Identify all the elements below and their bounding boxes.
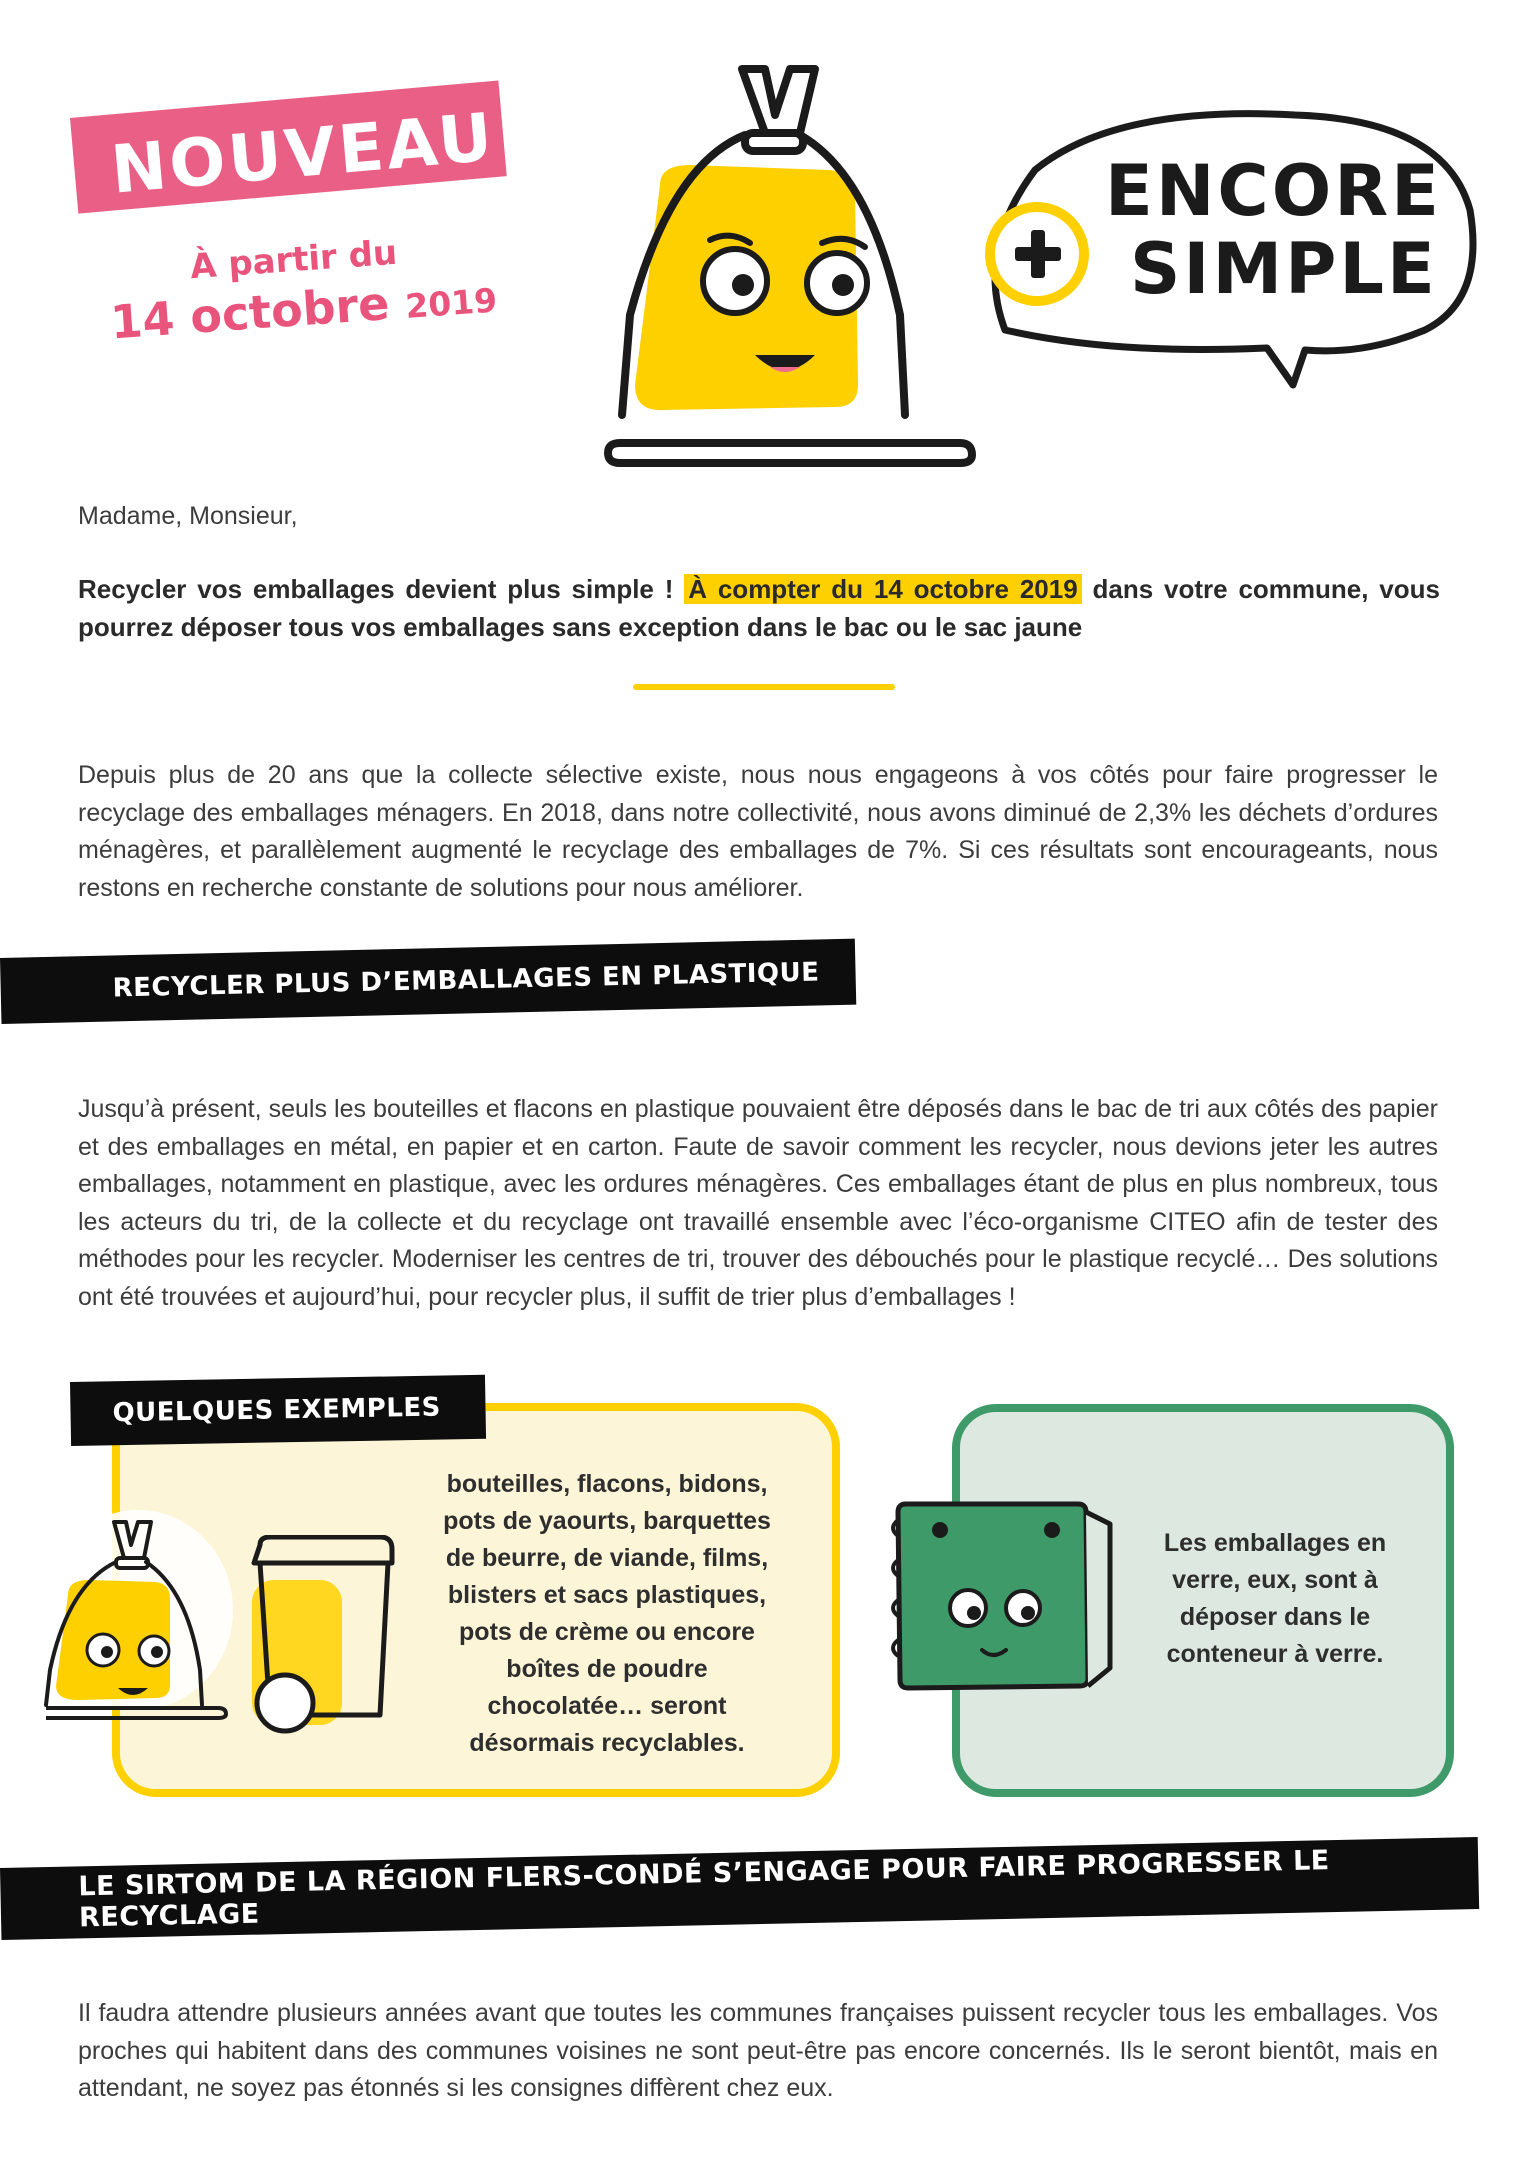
lead-paragraph [78,570,1440,646]
small-bag-mascot-icon [38,1500,238,1720]
yellow-bin-icon [250,1535,400,1735]
examples-title-band [70,1375,486,1446]
glass-container-mascot-icon [888,1500,1128,1700]
lead-highlight: À compter du 14 octobre 2019 [684,574,1081,604]
examples-title-text: QUELQUES EXEMPLES [112,1392,442,1429]
section-title-plastique [0,939,856,1024]
glass-text: Les emballages en verre, eux, sont à déposer dans le conteneur à verre. [1163,1529,1387,1668]
section-title-sirtom [0,1837,1479,1940]
date-prefix: À partir du [188,232,399,288]
slogan-line2: SIMPLE [1130,228,1438,310]
lead-text-end: dans votre commune, vous pourrez déposer tous vos emballages sans exception dans le bac ou le sac jaune [78,574,1440,642]
section-title-sirtom-text: LE SIRTOM DE LA RÉGION FLERS-CONDÉ S’ENGAGE POUR FAIRE PROGRESSER LE RECYCLAGE [78,1845,1330,1934]
yellow-divider [633,684,895,690]
salutation: Madame, Monsieur, [78,502,298,530]
date-day-month: 14 octobre [108,276,391,350]
plastic-examples-text: bouteilles, flacons, bidons, pots de yaourts, barquettes de beurre, de viande, films, blisters et sacs plastiques, pots de crème ou encore boîtes de poudre chocolatée… seront désormais recyclables. [443,1470,771,1757]
date-year: 2019 [404,280,499,326]
slogan-line1: ENCORE [1105,150,1442,232]
sirtom-paragraph: Il faudra attendre plusieurs années avant que toutes les communes françaises puissent recycler tous les emballages. Vos proches qui habitent dans des communes voisines ne sont peut-être pas encore concernés. Ils le seront bientôt, mais en attendant, ne soyez pas étonnés si les consignes diffèrent chez eux. [78,1999,1438,2102]
date-main [109,269,499,350]
intro-paragraph: Depuis plus de 20 ans que la collecte sélective existe, nous nous engageons à vos côtés pour faire progresser le recyclage des emballages ménagers. En 2018, dans notre collectivité, nous avons diminué de 2,3% les déchets d’ordures ménagères, et parallèlement augmenté le recyclage des emballages de 7%. Si ces résultats sont encourageants, nous restons en recherche constante de solutions pour nous améliorer. [78,761,1438,902]
yellow-bag-mascot-icon [600,55,980,475]
section-title-plastique-text: RECYCLER PLUS D’EMBALLAGES EN PLASTIQUE [112,957,820,1004]
plastique-paragraph: Jusqu’à présent, seuls les bouteilles et flacons en plastique pouvaient être déposés dans le bac de tri aux côtés des papier et des emballages en métal, en papier et en carton. Faute de savoir comment les recycler, nous devions jeter les autres emballages, notamment en plastique, avec les ordures ménagères. Ces emballages étant de plus en plus nombreux, tous les acteurs du tri, de la collecte et du recyclage ont travaillé ensemble avec l’éco-organisme CITEO afin de tester des méthodes pour les recycler. Moderniser les centres de tri, trouver des débouchés pour le plastique recyclé… Des solutions ont été trouvées et aujourd’hui, pour recycler plus, il suffit de trier plus d’emballages ! [78,1095,1438,1311]
lead-text-start: Recycler vos emballages devient plus simple ! [78,574,685,604]
nouveau-badge-text: NOUVEAU [108,98,498,209]
